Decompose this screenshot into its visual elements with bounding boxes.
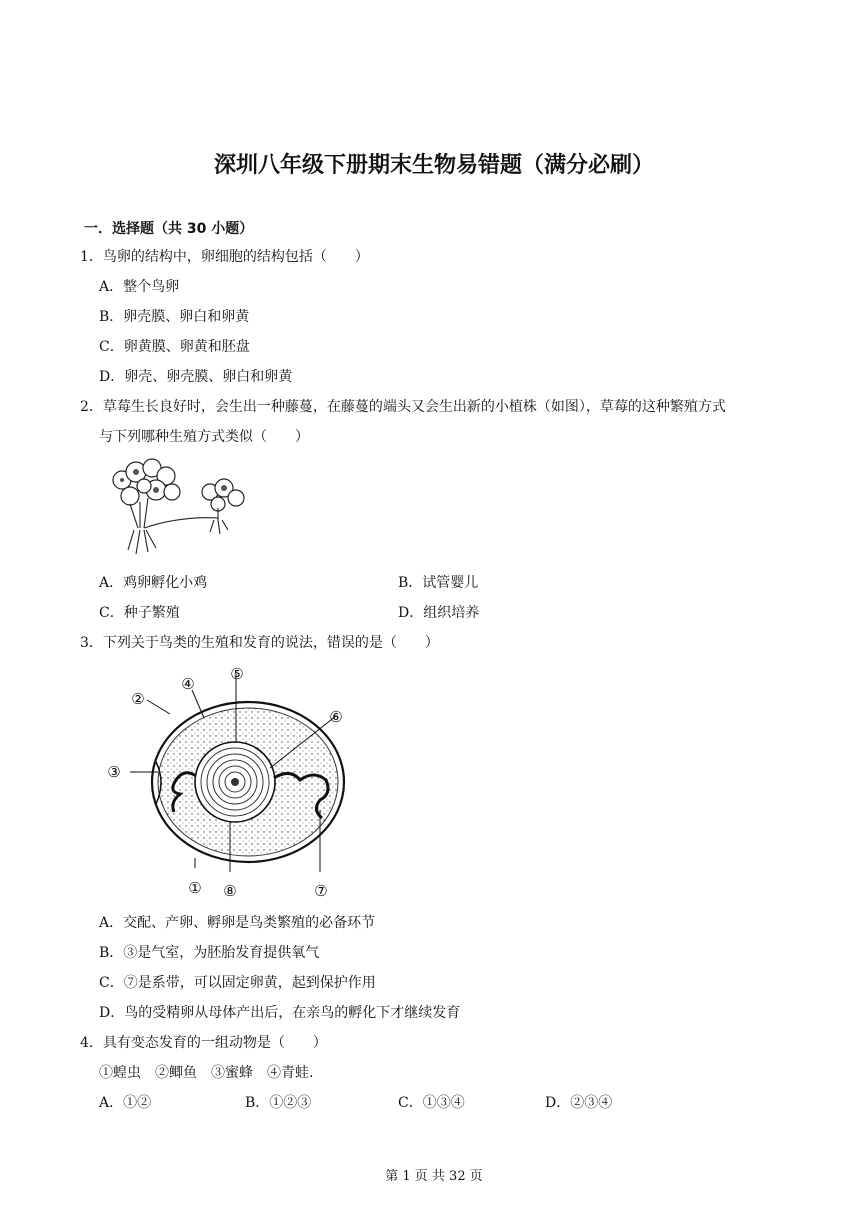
q2-option-d: D．组织培养	[398, 605, 480, 621]
q1-option-c: C．卵黄膜、卵黄和胚盘	[99, 339, 250, 355]
question-2-stem-line2: 与下列哪种生殖方式类似（ ）	[99, 429, 309, 445]
question-1-stem: 1．鸟卵的结构中，卵细胞的结构包括（ ）	[80, 249, 369, 265]
q1-option-d: D．卵壳、卵壳膜、卵白和卵黄	[99, 369, 293, 385]
egg-label-5: ⑤	[230, 665, 244, 683]
question-2-stem-line1: 2．草莓生长良好时，会生出一种藤蔓，在藤蔓的端头又会生出新的小植株（如图），草莓的这种繁殖方式	[80, 399, 726, 415]
q3-option-b: B．③是气室，为胚胎发育提供氧气	[99, 945, 320, 961]
egg-label-2: ②	[131, 690, 145, 708]
q1-option-a: A．整个鸟卵	[99, 279, 180, 295]
egg-label-3: ③	[107, 763, 121, 781]
page-footer: 第 1 页 共 32 页	[385, 1169, 483, 1184]
q4-option-b: B．①②③	[245, 1095, 312, 1111]
q2-option-c: C．种子繁殖	[99, 605, 180, 621]
q4-option-a: A．①②	[99, 1095, 152, 1111]
page-title: 深圳八年级下册期末生物易错题（满分必刷）	[213, 153, 654, 178]
egg-label-8: ⑧	[223, 882, 237, 900]
bird-egg-diagram	[100, 662, 360, 904]
q1-option-b: B．卵壳膜、卵白和卵黄	[99, 309, 250, 325]
section-heading: 一．选择题（共 30 小题）	[84, 221, 254, 237]
question-3-stem: 3．下列关于鸟类的生殖和发育的说法，错误的是（ ）	[80, 635, 439, 651]
q4-option-d: D．②③④	[545, 1095, 613, 1111]
egg-label-1: ①	[188, 879, 202, 897]
question-4-stem: 4．具有变态发育的一组动物是（ ）	[80, 1035, 327, 1051]
q4-animal-list: ①蝗虫 ②鲫鱼 ③蜜蜂 ④青蛙.	[99, 1065, 314, 1081]
q3-option-a: A．交配、产卵、孵卵是鸟类繁殖的必备环节	[99, 915, 376, 931]
q2-option-b: B．试管婴儿	[398, 575, 479, 591]
q4-option-c: C．①③④	[398, 1095, 465, 1111]
q3-option-d: D．鸟的受精卵从母体产出后，在亲鸟的孵化下才继续发育	[99, 1005, 461, 1021]
q2-option-a: A．鸡卵孵化小鸡	[99, 575, 208, 591]
egg-label-6: ⑥	[329, 708, 343, 726]
strawberry-runner-figure	[100, 458, 250, 560]
egg-label-7: ⑦	[314, 882, 328, 900]
q3-option-c: C．⑦是系带，可以固定卵黄，起到保护作用	[99, 975, 376, 991]
egg-label-4: ④	[181, 675, 195, 693]
